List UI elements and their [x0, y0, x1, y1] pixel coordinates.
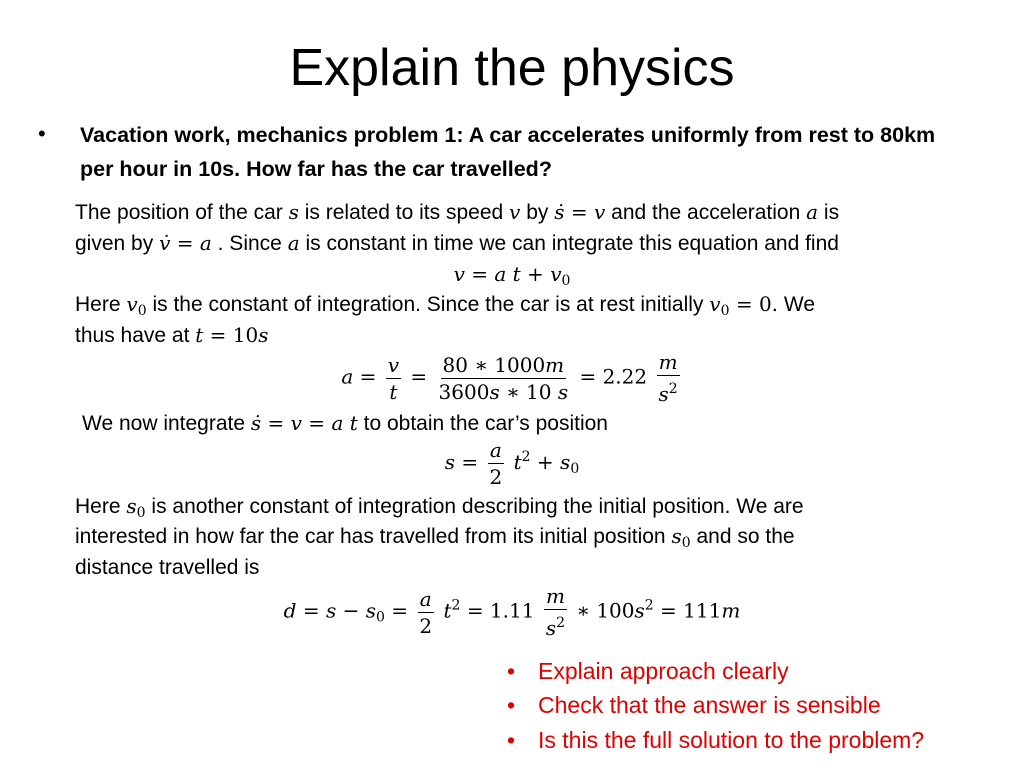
text-span: and so the	[696, 525, 795, 548]
text-line-4	[75, 320, 269, 351]
problem-statement: Vacation work, mechanics problem 1: A car accelerates uniformly from rest to 80km per hour in 10s. How far has the car travelled?	[80, 123, 936, 181]
accel-numerator: 80 ∗ 1000	[442, 352, 546, 377]
math-v0: $v_0$	[126, 292, 147, 319]
note-item: Check that the answer is sensible	[538, 692, 881, 718]
text-span: and the acceleration	[611, 201, 801, 224]
math-a: a	[806, 200, 819, 224]
text-span: thus have at	[75, 324, 190, 347]
note-bullet-dot: •	[507, 658, 516, 684]
fraction-a-over-2: $\frac{a}{2}$	[489, 438, 503, 489]
dist-mid: ∗ 100	[576, 598, 635, 623]
math-s0: $s_0$	[671, 524, 691, 551]
text-span: is another constant of integration describing the initial position. We are	[151, 495, 804, 518]
text-span: interested in how far the car has travelled from its initial position	[75, 525, 666, 548]
note-bullet-dot: •	[507, 727, 516, 753]
math-s: s	[288, 200, 299, 224]
text-span: Here	[75, 495, 121, 518]
text-span: is constant in time we can integrate this equation and find	[305, 232, 839, 255]
bullet-dot: •	[38, 121, 46, 146]
text-span: by	[526, 201, 549, 224]
math-s0: $s_0$	[126, 494, 146, 521]
text-span: to obtain the car’s position	[363, 412, 608, 435]
slide-title: Explain the physics	[289, 39, 735, 97]
text-span: The position of the car	[75, 201, 283, 224]
fraction-values: $\frac{80 ∗ 1000m}{3600s ∗ 10 s}$	[438, 352, 569, 404]
math-v: v	[509, 200, 521, 224]
math-v0-eq-0: $v_0 = 0$.	[709, 292, 779, 319]
dist-result: = 111	[660, 598, 722, 623]
equation-acceleration: a = $\frac{v}{t}$ = $\frac{80 ∗ 1000m}{3600s ∗ 10 s}$ = 2.22 $\frac{m}{s^2}$	[341, 350, 678, 406]
note-bullet-dot: •	[507, 692, 516, 718]
accel-den-a: 3600	[438, 379, 490, 404]
math-a: a	[287, 231, 300, 255]
text-line-1	[75, 197, 839, 228]
text-line-2	[75, 228, 839, 259]
text-span: is	[823, 201, 840, 224]
fraction-m-over-s2: $\frac{m}{s^2}$	[545, 584, 566, 640]
equation-position: s = $\frac{a}{2}$ $t^2 + s_0$	[444, 438, 580, 489]
text-span: We	[783, 293, 816, 316]
text-span: We now integrate	[82, 412, 246, 435]
fraction-m-over-s2: $\frac{m}{s^2}$	[658, 350, 678, 406]
note-item: Is this the full solution to the problem?	[538, 727, 925, 753]
math-sdot-eq-v: ṡ = v	[554, 200, 606, 224]
equation-distance: $d = s - s_0$ = $\frac{a}{2}$ $t^2 = 1.11$ $\frac{m}{s^2}$ ∗ $100s^2 = 111m$	[283, 584, 741, 640]
fraction-a-over-2: $\frac{a}{2}$	[419, 586, 433, 638]
math-t-eq-10s: t = 10s	[195, 323, 269, 347]
fraction-v-over-t: $\frac{v}{t}$	[387, 352, 400, 404]
text-span: Here	[75, 293, 121, 316]
math-vdot-eq-a: v̇ = a	[159, 231, 212, 255]
text-span: given by	[75, 232, 154, 255]
text-span: is related to its speed	[304, 201, 504, 224]
dist-coef: = 1.11	[466, 598, 535, 623]
text-line-5	[82, 408, 608, 439]
equation-velocity: v = a $t + v_0$	[453, 262, 571, 289]
note-item: Explain approach clearly	[538, 658, 789, 684]
text-span: is the constant of integration. Since the car is at rest initially	[152, 293, 704, 316]
accel-result: = 2.22	[579, 364, 648, 389]
text-span: . Since	[217, 232, 282, 255]
accel-den-b: ∗ 10	[506, 379, 552, 404]
text-line-8: distance travelled is	[75, 556, 260, 579]
math-sdot-eq-v-eq-at: ṡ = v = a t	[250, 411, 358, 435]
